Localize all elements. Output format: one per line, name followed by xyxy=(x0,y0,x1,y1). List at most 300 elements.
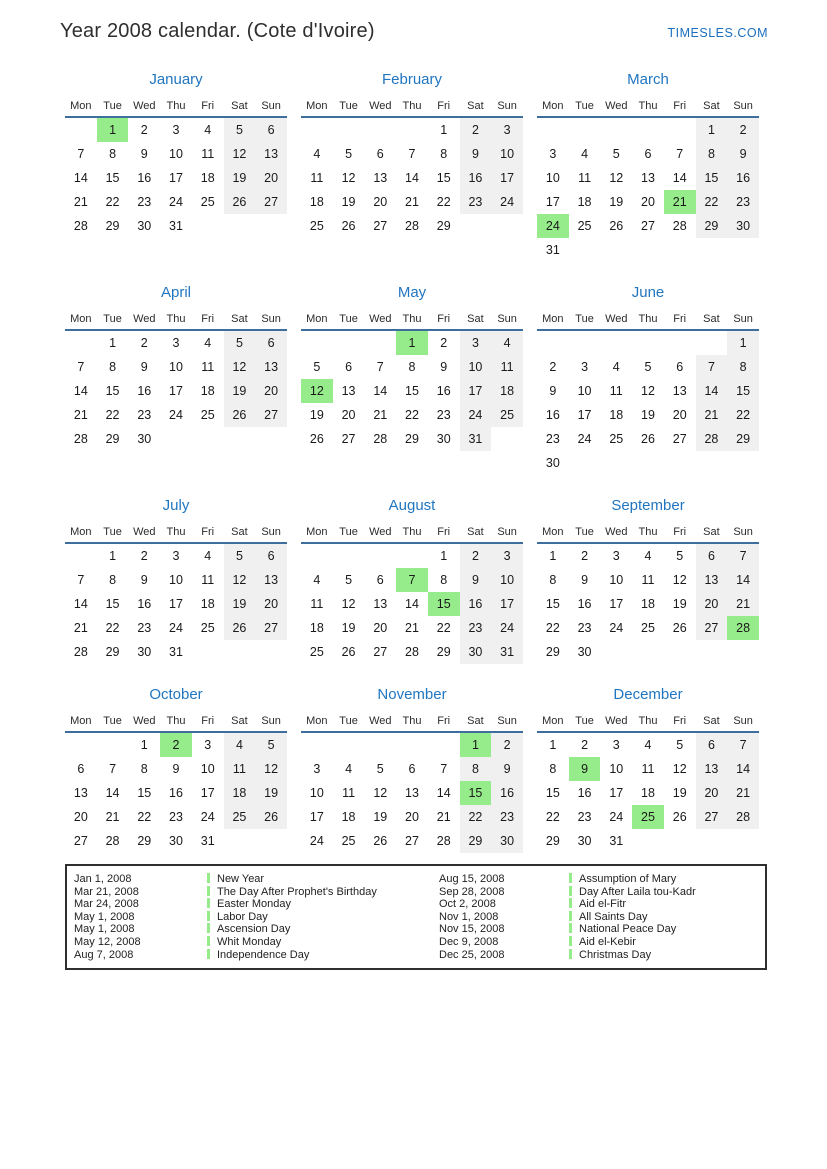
day-cell-empty xyxy=(192,640,224,664)
month-april xyxy=(65,283,287,475)
day-cell: 1 xyxy=(140,738,148,752)
week-row xyxy=(301,781,523,805)
weekday-label: Sat xyxy=(703,100,720,112)
day-cell: 12 xyxy=(373,786,388,800)
day-cell: 2 xyxy=(460,544,492,568)
day-cell: 3 xyxy=(172,549,180,563)
day-cell: 16 xyxy=(137,597,152,611)
weekday-label: Thu xyxy=(402,313,422,325)
day-cell: 26 xyxy=(672,810,687,824)
day-cell: 18 xyxy=(609,408,624,422)
day-cell: 1 xyxy=(109,549,117,563)
day-cell: 14 xyxy=(436,786,451,800)
day-cell: 21 xyxy=(696,403,728,427)
day-cell: 24 xyxy=(200,810,215,824)
day-cell: 21 xyxy=(373,408,388,422)
weekday-label: Thu xyxy=(166,526,186,538)
day-cell-empty xyxy=(632,238,664,262)
day-cell: 8 xyxy=(109,573,117,587)
day-cell: 8 xyxy=(727,355,759,379)
day-cell: 31 xyxy=(169,645,183,659)
day-cell: 19 xyxy=(309,408,324,422)
month-title-april[interactable]: April xyxy=(160,284,191,301)
day-cell: 5 xyxy=(644,360,652,374)
day-cell: 24 xyxy=(169,408,183,422)
day-cell: 11 xyxy=(342,786,356,800)
weekday-header-row xyxy=(537,96,759,118)
day-cell: 8 xyxy=(408,360,416,374)
day-cell: 11 xyxy=(201,147,215,161)
weekday-label: Sun xyxy=(497,313,517,325)
week-row xyxy=(65,403,287,427)
day-cell: 17 xyxy=(309,810,324,824)
day-cell: 15 xyxy=(105,384,120,398)
weekday-label: Tue xyxy=(575,715,594,727)
day-cell: 3 xyxy=(491,118,523,142)
day-cell: 27 xyxy=(255,190,287,214)
day-cell: 7 xyxy=(396,568,428,592)
holiday-row xyxy=(74,886,765,899)
day-cell-empty xyxy=(727,640,759,664)
holiday-name: The Day After Prophet's Birthday xyxy=(207,886,439,899)
week-row xyxy=(65,805,287,829)
day-cell: 7 xyxy=(696,355,728,379)
weekday-label: Sat xyxy=(703,313,720,325)
day-cell: 15 xyxy=(105,171,120,185)
day-cell: 13 xyxy=(255,142,287,166)
month-march xyxy=(537,70,759,262)
day-cell: 4 xyxy=(204,123,212,137)
day-cell-empty xyxy=(255,829,287,853)
day-cell-empty xyxy=(301,544,333,568)
weekday-label: Tue xyxy=(575,526,594,538)
month-july xyxy=(65,496,287,664)
week-row xyxy=(65,781,287,805)
holiday-date: Dec 25, 2008 xyxy=(439,948,505,961)
weekday-label: Wed xyxy=(133,100,156,112)
day-cell: 18 xyxy=(309,621,324,635)
day-cell: 10 xyxy=(169,573,183,587)
day-cell: 16 xyxy=(137,384,152,398)
week-row xyxy=(537,427,759,451)
day-cell: 21 xyxy=(73,621,88,635)
day-cell: 9 xyxy=(460,568,492,592)
day-cell: 9 xyxy=(569,757,601,781)
day-cell: 10 xyxy=(609,762,624,776)
day-cell: 19 xyxy=(224,379,256,403)
day-cell: 15 xyxy=(696,166,728,190)
day-cell-empty xyxy=(333,331,365,355)
holiday-name: Whit Monday xyxy=(207,936,439,949)
weekday-label: Fri xyxy=(673,313,687,325)
weekday-label: Wed xyxy=(369,313,392,325)
day-cell: 21 xyxy=(664,190,696,214)
day-cell: 4 xyxy=(313,573,321,587)
day-cell: 28 xyxy=(727,616,759,640)
day-cell-empty xyxy=(301,331,333,355)
day-cell: 23 xyxy=(577,810,592,824)
day-cell-empty xyxy=(600,640,632,664)
week-row xyxy=(537,379,759,403)
weekday-label: Tue xyxy=(103,526,122,538)
day-cell: 25 xyxy=(200,195,215,209)
day-cell: 19 xyxy=(672,786,687,800)
day-cell: 6 xyxy=(696,544,728,568)
day-cell: 22 xyxy=(727,403,759,427)
weekday-header-row xyxy=(537,309,759,331)
weekday-label: Mon xyxy=(542,526,564,538)
day-cell: 25 xyxy=(632,805,664,829)
day-cell-empty xyxy=(65,544,97,568)
day-cell: 26 xyxy=(373,834,388,848)
day-cell-empty xyxy=(491,214,523,238)
week-row xyxy=(301,214,523,238)
day-cell: 12 xyxy=(224,355,256,379)
day-cell: 8 xyxy=(440,573,448,587)
day-cell: 3 xyxy=(612,549,620,563)
day-cell-empty xyxy=(727,238,759,262)
day-cell: 3 xyxy=(313,762,321,776)
day-cell: 23 xyxy=(169,810,183,824)
day-cell: 6 xyxy=(408,762,416,776)
day-cell: 12 xyxy=(641,384,655,398)
week-row xyxy=(65,829,287,853)
day-cell: 6 xyxy=(345,360,353,374)
weekday-label: Sun xyxy=(733,100,753,112)
holiday-date: Aug 7, 2008 xyxy=(74,948,134,961)
week-row xyxy=(301,403,523,427)
weekday-label: Fri xyxy=(437,313,451,325)
day-cell: 8 xyxy=(549,762,557,776)
weekday-label: Tue xyxy=(103,313,122,325)
day-cell: 13 xyxy=(696,757,728,781)
week-row xyxy=(537,190,759,214)
day-cell: 24 xyxy=(537,214,569,238)
month-title-july[interactable]: July xyxy=(162,497,190,514)
weekday-label: Wed xyxy=(605,526,628,538)
day-cell: 23 xyxy=(137,621,152,635)
weekday-label: Sun xyxy=(497,100,517,112)
week-row xyxy=(301,379,523,403)
day-cell-empty xyxy=(396,118,428,142)
day-cell: 15 xyxy=(545,597,560,611)
day-cell: 11 xyxy=(310,597,324,611)
day-cell: 17 xyxy=(491,166,523,190)
holiday-name: Independence Day xyxy=(207,949,439,962)
weekday-header-row xyxy=(65,522,287,544)
day-cell: 7 xyxy=(376,360,384,374)
day-cell: 1 xyxy=(440,123,448,137)
month-title-august[interactable]: August xyxy=(388,497,436,514)
day-cell: 20 xyxy=(672,408,687,422)
day-cell: 30 xyxy=(436,432,451,446)
weekday-label: Thu xyxy=(402,715,422,727)
day-cell: 28 xyxy=(672,219,687,233)
day-cell: 10 xyxy=(491,142,523,166)
day-cell-empty xyxy=(97,733,129,757)
holiday-tick-icon xyxy=(207,898,210,908)
day-cell-empty xyxy=(696,640,728,664)
weekday-header-row xyxy=(301,309,523,331)
holiday-name: Day After Laila tou-Kadr xyxy=(569,886,765,899)
week-row xyxy=(301,616,523,640)
day-cell: 17 xyxy=(169,597,183,611)
site-link[interactable]: TIMESLES.COM xyxy=(667,26,768,40)
day-cell: 25 xyxy=(491,403,523,427)
weekday-label: Fri xyxy=(437,100,451,112)
day-cell-empty xyxy=(600,118,632,142)
day-cell: 12 xyxy=(301,379,333,403)
weekday-label: Fri xyxy=(673,100,687,112)
day-cell-empty xyxy=(664,829,696,853)
weekday-label: Sun xyxy=(261,715,281,727)
day-cell: 9 xyxy=(140,573,148,587)
week-row xyxy=(537,331,759,355)
weekday-label: Fri xyxy=(201,100,215,112)
week-row xyxy=(537,403,759,427)
day-cell-empty xyxy=(537,331,569,355)
day-cell: 25 xyxy=(577,219,592,233)
day-cell: 18 xyxy=(200,597,215,611)
day-cell-empty xyxy=(569,118,601,142)
month-title-june[interactable]: June xyxy=(631,284,665,301)
holiday-tick-icon xyxy=(207,936,210,946)
day-cell: 19 xyxy=(224,166,256,190)
day-cell: 26 xyxy=(641,432,655,446)
day-cell: 10 xyxy=(460,355,492,379)
day-cell: 10 xyxy=(609,573,624,587)
weekday-label: Tue xyxy=(103,100,122,112)
weekday-label: Wed xyxy=(605,100,628,112)
day-cell: 18 xyxy=(341,810,356,824)
day-cell: 29 xyxy=(105,645,120,659)
weekday-label: Tue xyxy=(339,100,358,112)
week-row xyxy=(301,355,523,379)
day-cell: 6 xyxy=(255,544,287,568)
day-cell: 5 xyxy=(345,573,353,587)
day-cell: 25 xyxy=(224,805,256,829)
holiday-name: Assumption of Mary xyxy=(569,873,765,886)
day-cell: 3 xyxy=(549,147,557,161)
day-cell: 13 xyxy=(373,597,388,611)
day-cell: 29 xyxy=(105,432,120,446)
day-cell: 11 xyxy=(491,355,523,379)
day-cell: 22 xyxy=(696,190,728,214)
page-title: Year 2008 calendar. (Cote d'Ivoire) xyxy=(60,20,375,42)
day-cell: 15 xyxy=(405,384,419,398)
day-cell: 14 xyxy=(727,568,759,592)
day-cell: 18 xyxy=(641,597,655,611)
day-cell-empty xyxy=(569,238,601,262)
day-cell-empty xyxy=(255,214,287,238)
month-title-october[interactable]: October xyxy=(149,686,203,703)
day-cell-empty xyxy=(396,733,428,757)
day-cell-empty xyxy=(600,238,632,262)
day-cell: 30 xyxy=(577,645,592,659)
day-cell: 13 xyxy=(405,786,419,800)
day-cell: 1 xyxy=(440,549,448,563)
month-title-september[interactable]: September xyxy=(611,497,685,514)
holiday-date: May 12, 2008 xyxy=(74,935,141,948)
weekday-header-row xyxy=(65,309,287,331)
day-cell: 30 xyxy=(137,432,152,446)
weekday-label: Tue xyxy=(339,313,358,325)
day-cell: 23 xyxy=(545,432,560,446)
day-cell-empty xyxy=(491,427,523,451)
day-cell: 13 xyxy=(73,786,88,800)
holiday-tick-icon xyxy=(569,923,572,933)
holiday-name: Ascension Day xyxy=(207,923,439,936)
day-cell: 5 xyxy=(676,738,684,752)
day-cell: 22 xyxy=(436,195,451,209)
day-cell: 2 xyxy=(581,738,589,752)
weekday-label: Fri xyxy=(437,715,451,727)
weekday-label: Tue xyxy=(339,526,358,538)
day-cell: 6 xyxy=(376,573,384,587)
day-cell: 22 xyxy=(105,195,120,209)
day-cell: 6 xyxy=(77,762,85,776)
day-cell: 9 xyxy=(460,142,492,166)
day-cell: 12 xyxy=(609,171,624,185)
day-cell: 25 xyxy=(641,621,655,635)
holiday-row xyxy=(74,936,765,949)
day-cell: 23 xyxy=(577,621,592,635)
week-row xyxy=(301,568,523,592)
weekday-label: Tue xyxy=(339,715,358,727)
day-cell: 20 xyxy=(641,195,655,209)
month-title-february[interactable]: February xyxy=(381,71,443,88)
day-cell: 2 xyxy=(491,733,523,757)
weekday-label: Mon xyxy=(306,715,328,727)
day-cell: 23 xyxy=(137,408,152,422)
day-cell: 18 xyxy=(200,384,215,398)
day-cell: 13 xyxy=(672,384,687,398)
holiday-tick-icon xyxy=(207,873,210,883)
day-cell: 19 xyxy=(255,781,287,805)
month-september xyxy=(537,496,759,664)
weekday-label: Sun xyxy=(733,313,753,325)
weekday-label: Sat xyxy=(231,715,248,727)
month-title-may[interactable]: May xyxy=(397,284,427,301)
day-cell: 12 xyxy=(255,757,287,781)
holiday-row xyxy=(74,898,765,911)
day-cell: 17 xyxy=(169,384,183,398)
weekday-label: Thu xyxy=(166,715,186,727)
day-cell: 20 xyxy=(405,810,419,824)
day-cell: 27 xyxy=(73,834,88,848)
day-cell: 20 xyxy=(373,621,388,635)
day-cell: 1 xyxy=(696,118,728,142)
day-cell: 2 xyxy=(460,118,492,142)
weekday-label: Fri xyxy=(673,526,687,538)
weekday-label: Tue xyxy=(103,715,122,727)
holiday-date: May 1, 2008 xyxy=(74,910,135,923)
weekday-label: Sun xyxy=(497,715,517,727)
day-cell: 30 xyxy=(491,829,523,853)
week-row xyxy=(65,592,287,616)
day-cell: 14 xyxy=(405,597,419,611)
week-row xyxy=(301,118,523,142)
holiday-tick-icon xyxy=(207,886,210,896)
day-cell: 18 xyxy=(309,195,324,209)
month-title-december[interactable]: December xyxy=(613,686,683,703)
day-cell: 18 xyxy=(577,195,592,209)
day-cell: 10 xyxy=(491,568,523,592)
month-title-march[interactable]: March xyxy=(627,71,669,88)
day-cell: 5 xyxy=(376,762,384,776)
day-cell-empty xyxy=(160,427,192,451)
day-cell: 28 xyxy=(373,432,388,446)
week-row xyxy=(537,451,759,475)
weekday-label: Mon xyxy=(306,100,328,112)
weekday-header-row xyxy=(537,522,759,544)
weekday-label: Wed xyxy=(369,100,392,112)
day-cell: 26 xyxy=(224,190,256,214)
day-cell: 31 xyxy=(545,243,560,257)
day-cell: 9 xyxy=(581,573,589,587)
day-cell: 7 xyxy=(727,733,759,757)
holiday-date: Jan 1, 2008 xyxy=(74,873,132,885)
weekday-label: Sat xyxy=(231,100,248,112)
month-title-january[interactable]: January xyxy=(149,71,203,88)
day-cell: 26 xyxy=(609,219,624,233)
month-title-november[interactable]: November xyxy=(377,686,447,703)
weekday-label: Thu xyxy=(402,100,422,112)
day-cell: 22 xyxy=(105,621,120,635)
day-cell: 4 xyxy=(581,147,589,161)
weekday-label: Mon xyxy=(542,715,564,727)
day-cell: 21 xyxy=(436,810,451,824)
day-cell: 28 xyxy=(73,219,88,233)
day-cell-empty xyxy=(696,331,728,355)
day-cell: 28 xyxy=(727,805,759,829)
day-cell: 20 xyxy=(696,781,728,805)
day-cell: 7 xyxy=(727,544,759,568)
week-row xyxy=(65,733,287,757)
day-cell: 21 xyxy=(727,592,759,616)
day-cell: 20 xyxy=(373,195,388,209)
day-cell: 28 xyxy=(405,219,419,233)
holiday-date: Nov 15, 2008 xyxy=(439,923,505,936)
day-cell: 12 xyxy=(341,171,356,185)
day-cell: 6 xyxy=(676,360,684,374)
weekday-header-row xyxy=(301,96,523,118)
holiday-row xyxy=(74,923,765,936)
day-cell: 3 xyxy=(172,123,180,137)
day-cell-empty xyxy=(460,214,492,238)
day-cell: 9 xyxy=(549,384,557,398)
weekday-header-row xyxy=(301,522,523,544)
month-october xyxy=(65,685,287,853)
day-cell: 21 xyxy=(727,781,759,805)
weekday-header-row xyxy=(65,96,287,118)
day-cell: 14 xyxy=(73,171,88,185)
week-row xyxy=(65,118,287,142)
day-cell: 1 xyxy=(549,738,557,752)
day-cell: 25 xyxy=(200,408,215,422)
day-cell: 7 xyxy=(77,360,85,374)
week-row xyxy=(65,427,287,451)
day-cell: 27 xyxy=(672,432,687,446)
day-cell-empty xyxy=(696,238,728,262)
weekday-label: Wed xyxy=(605,313,628,325)
weekday-label: Mon xyxy=(70,313,92,325)
day-cell: 18 xyxy=(200,171,215,185)
day-cell-empty xyxy=(224,214,256,238)
day-cell: 29 xyxy=(137,834,152,848)
day-cell: 16 xyxy=(460,592,492,616)
day-cell: 2 xyxy=(140,123,148,137)
